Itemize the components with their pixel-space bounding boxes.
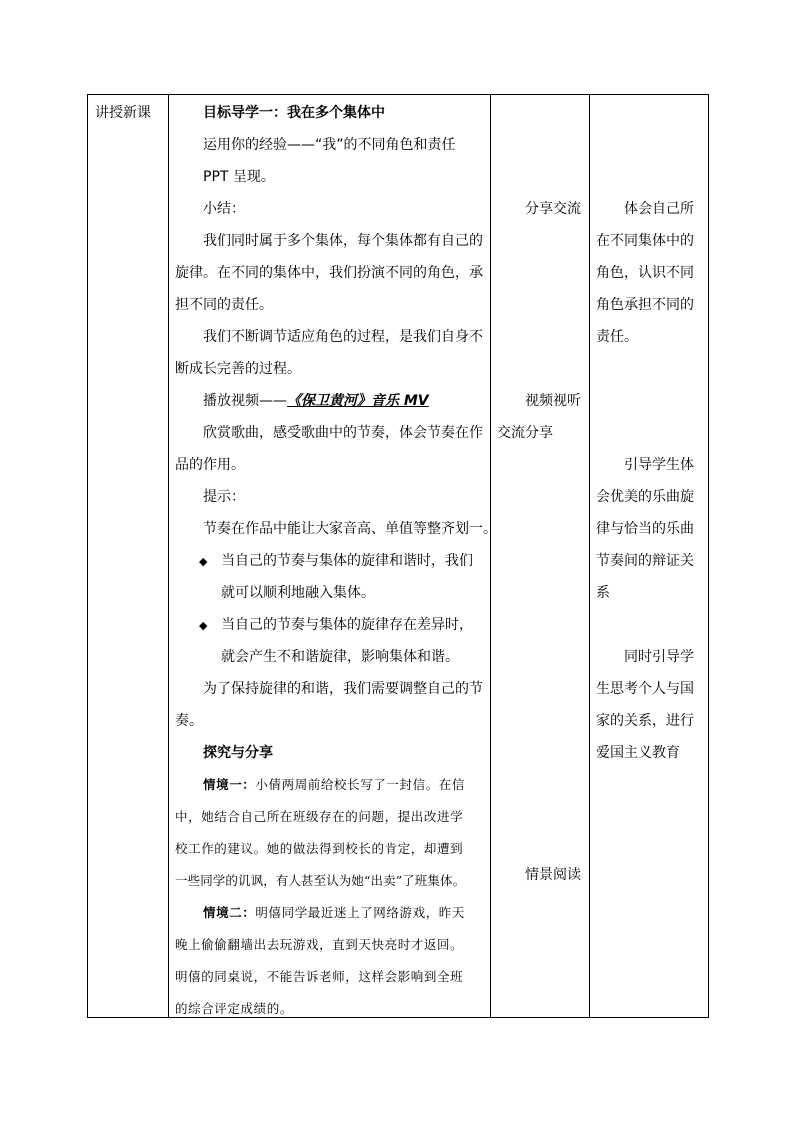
intent-line: 会优美的乐曲旋: [596, 489, 694, 505]
intent-cell: [590, 95, 709, 1018]
hint-label: 提示：: [203, 489, 245, 505]
summary-label: 小结：: [203, 201, 245, 217]
video-title: 《保卫黄河》音乐 MV: [287, 393, 429, 409]
case-line: 情境一：小倩两周前给校长写了一封信。在信: [203, 777, 466, 792]
video-line: [203, 391, 429, 411]
paragraph: PPT 呈现。: [203, 169, 275, 185]
case-line: 明僖的同桌说，不能告诉老师，这样会影响到全班: [175, 969, 464, 984]
intent-line: 律与恰当的乐曲: [596, 521, 694, 537]
content-cell: [169, 95, 497, 1018]
diamond-bullet-icon: ◆: [199, 619, 208, 632]
list-item: ◆ 当自己的节奏与集体的旋律存在差异时，: [199, 615, 473, 636]
intent-line: 生思考个人与国: [596, 681, 694, 697]
heading-explore-share: 探究与分享: [203, 745, 273, 761]
list-item-continuation: 就可以顺利地融入集体。: [221, 585, 375, 601]
paragraph: 担不同的责任。: [175, 297, 273, 313]
video-prefix: 播放视频——: [203, 393, 287, 409]
intent-line: 引导学生体: [624, 457, 694, 473]
paragraph: 欣赏歌曲，感受歌曲中的节奏，体会节奏在作: [203, 425, 483, 441]
intent-line: 爱国主义教育: [596, 745, 680, 761]
intent-line: 角色承担不同的: [596, 297, 694, 313]
intent-line: 同时引导学: [624, 649, 694, 665]
case-line: 情境二：明僖同学最近迷上了网络游戏，昨天: [203, 905, 466, 920]
paragraph: 为了保持旋律的和谐，我们需要调整自己的节: [203, 681, 483, 697]
intent-line: 家的关系，进行: [596, 713, 694, 729]
activity-cell: [491, 95, 590, 1018]
paragraph: 品的作用。: [175, 457, 245, 473]
case2-label: 情境二：: [203, 905, 256, 920]
paragraph: 旋律。在不同的集体中，我们扮演不同的角色，承: [175, 265, 483, 281]
intent-line: 节奏间的辩证关: [596, 553, 694, 569]
paragraph: 我们同时属于多个集体，每个集体都有自己的: [203, 233, 483, 249]
section-label: 讲授新课: [95, 105, 151, 121]
case1-label: 情境一：: [203, 777, 256, 792]
paragraph: 我们不断调节适应角色的过程，是我们自身不: [203, 329, 483, 345]
section-cell: [88, 95, 169, 1018]
case-line: 晚上偷偷翻墙出去玩游戏，直到天快亮时才返回。: [175, 937, 464, 952]
intent-line: 系: [596, 585, 610, 601]
intent-line: 角色，认识不同: [596, 265, 694, 281]
lesson-table: [87, 94, 709, 1018]
intent-line: 责任。: [596, 329, 638, 345]
case-line: 的综合评定成绩的。: [175, 1001, 293, 1016]
list-item-continuation: 就会产生不和谐旋律，影响集体和谐。: [221, 649, 459, 665]
diamond-bullet-icon: ◆: [199, 555, 208, 568]
paragraph: 断成长完善的过程。: [175, 361, 301, 377]
paragraph: 运用你的经验——“我”的不同角色和责任: [203, 137, 456, 153]
table-row: [88, 95, 709, 1018]
activity-video: 交流分享: [497, 425, 553, 441]
case-line: 中，她结合自己所在班级存在的问题，提出改进学: [175, 809, 464, 824]
hint-text: 节奏在作品中能让大家音高、单值等整齐划一。: [203, 521, 497, 537]
case-line: 一些同学的讥讽，有人甚至认为她“出卖”了班集体。: [175, 873, 466, 888]
paragraph: 奏。: [175, 713, 203, 729]
list-item: ◆ 当自己的节奏与集体的旋律和谐时，我们: [199, 551, 473, 572]
activity-video: 视频视听: [525, 393, 581, 409]
activity-reading: 情景阅读: [525, 867, 581, 883]
case-line: 校工作的建议。她的做法得到校长的肯定，却遭到: [175, 841, 464, 856]
intent-line: 体会自己所: [624, 201, 694, 217]
intent-line: 在不同集体中的: [596, 233, 694, 249]
activity-share: 分享交流: [525, 201, 581, 217]
heading-target-1: 目标导学一：我在多个集体中: [203, 105, 385, 121]
